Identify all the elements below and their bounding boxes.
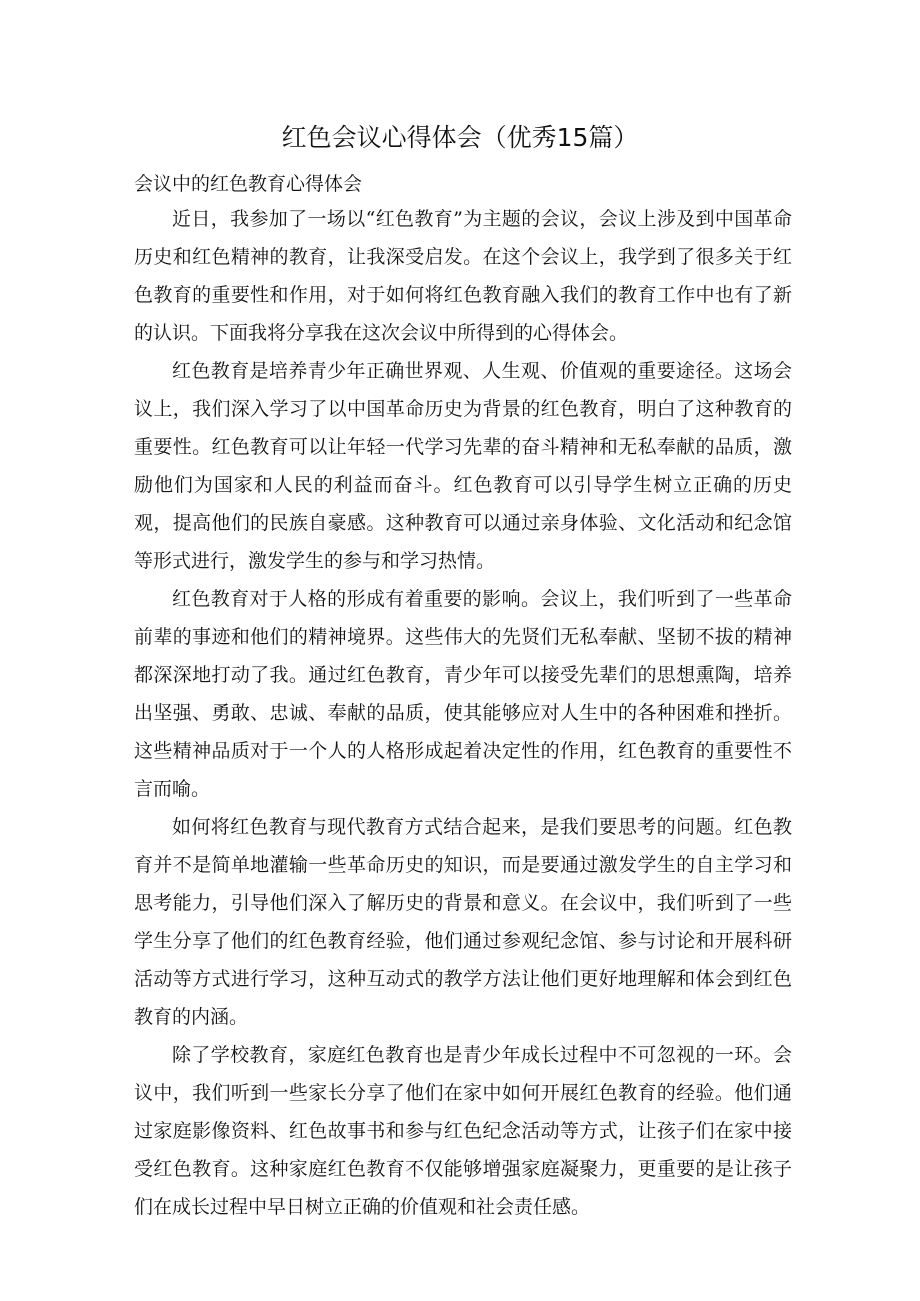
- body-paragraph: 红色教育是培养青少年正确世界观、人生观、价值观的重要途径。这场会议上，我们深入学习了以中国革命历史为背景的红色教育，明白了这种教育的重要性。红色教育可以让年轻一代学习先辈的奋斗精神和无私奉献的品质，激励他们为国家和人民的利益而奋斗。红色教育可以引导学生树立正确的历史观，提高他们的民族自豪感。这种教育可以通过亲身体验、文化活动和纪念馆等形式进行，激发学生的参与和学习热情。: [134, 360, 792, 572]
- document-subtitle: 会议中的红色教育心得体会: [134, 173, 363, 195]
- body-paragraph: 近日，我参加了一场以“红色教育”为主题的会议，会议上涉及到中国革命历史和红色精神的教育，让我深受启发。在这个会议上，我学到了很多关于红色教育的重要性和作用，对于如何将红色教育融入我们的教育工作中也有了新的认识。下面我将分享我在这次会议中所得到的心得体会。: [134, 208, 792, 344]
- document-title: 红色会议心得体会（优秀15篇）: [281, 123, 639, 152]
- body-paragraph: 红色教育对于人格的形成有着重要的影响。会议上，我们听到了一些革命前辈的事迹和他们的精神境界。这些伟大的先贤们无私奉献、坚韧不拔的精神都深深地打动了我。通过红色教育，青少年可以接受先辈们的思想熏陶，培养出坚强、勇敢、忠诚、奉献的品质，使其能够应对人生中的各种困难和挫折。这些精神品质对于一个人的人格形成起着决定性的作用，红色教育的重要性不言而喻。: [134, 588, 792, 800]
- body-paragraph: 除了学校教育，家庭红色教育也是青少年成长过程中不可忽视的一环。会议中，我们听到一些家长分享了他们在家中如何开展红色教育的经验。他们通过家庭影像资料、红色故事书和参与红色纪念活动等方式，让孩子们在家中接受红色教育。这种家庭红色教育不仅能够增强家庭凝聚力，更重要的是让孩子们在成长过程中早日树立正确的价值观和社会责任感。: [134, 1044, 792, 1218]
- body-paragraph: 如何将红色教育与现代教育方式结合起来，是我们要思考的问题。红色教育并不是简单地灌输一些革命历史的知识，而是要通过激发学生的自主学习和思考能力，引导他们深入了解历史的背景和意义。在会议中，我们听到了一些学生分享了他们的红色教育经验，他们通过参观纪念馆、参与讨论和开展科研活动等方式进行学习，这种互动式的教学方法让他们更好地理解和体会到红色教育的内涵。: [134, 816, 792, 1028]
- document-body: [134, 200, 792, 1226]
